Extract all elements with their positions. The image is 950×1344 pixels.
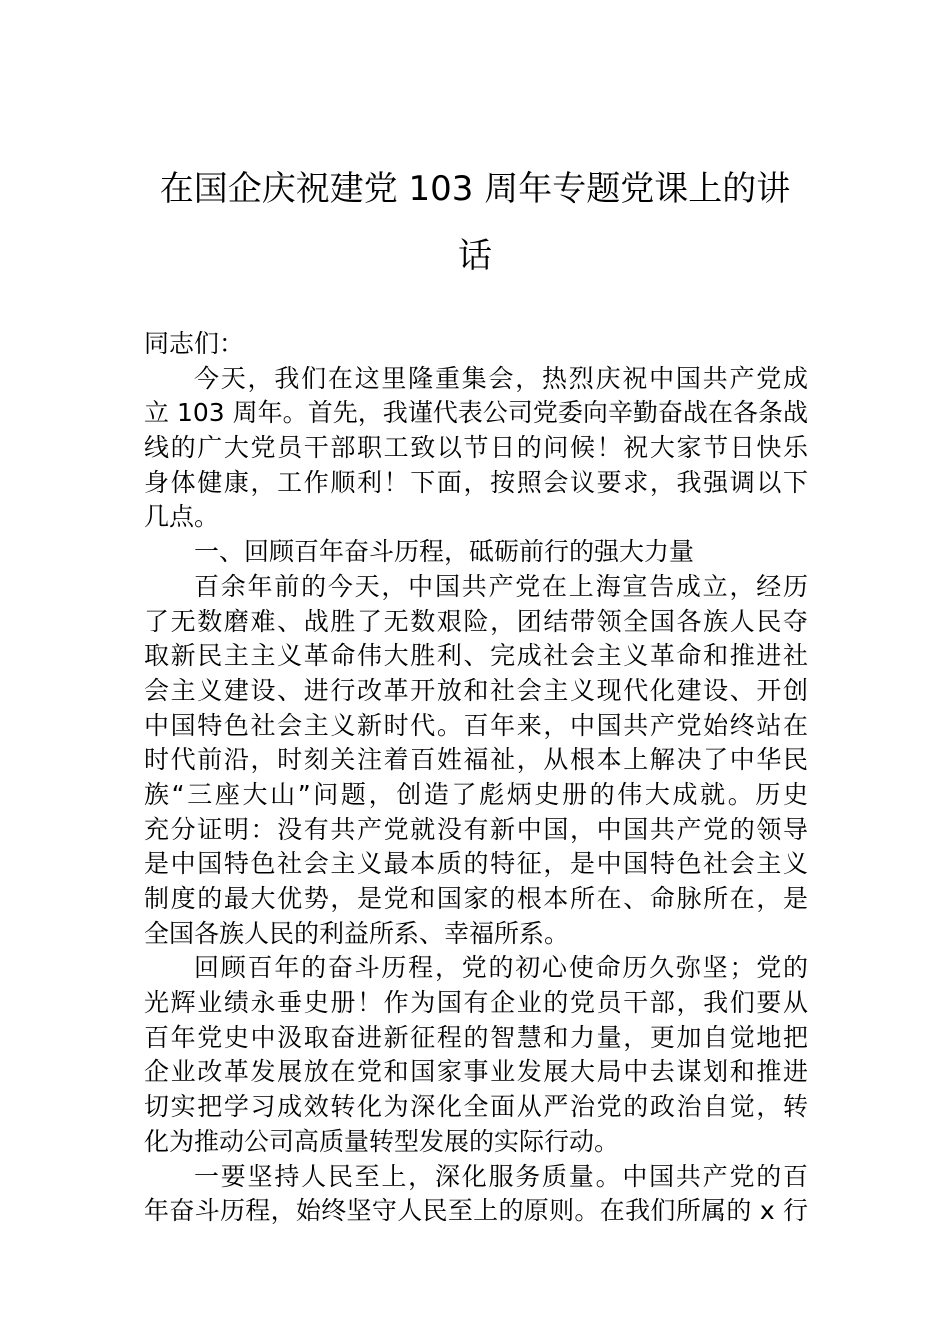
body-line: 中国特色社会主义新时代。百年来，中国共产党始终站在 (144, 710, 808, 740)
body-line: 制度的最大优势，是党和国家的根本所在、命脉所在，是 (144, 884, 808, 913)
body-line: 会主义建设、进行改革开放和社会主义现代化建设、开创 (144, 675, 808, 705)
body-line: 今天，我们在这里隆重集会，热烈庆祝中国共产党成 (194, 363, 808, 393)
body-line: 时代前沿，时刻关注着百姓福祉，从根本上解决了中华民 (144, 745, 808, 775)
body-line: 族“三座大山”问题，创造了彪炳史册的伟大成就。历史 (144, 779, 808, 809)
body-line: 取新民主主义革命伟大胜利、完成社会主义革命和推进社 (144, 641, 808, 671)
body-line: 是中国特色社会主义最本质的特征，是中国特色社会主义 (144, 849, 808, 879)
body-line: 线的广大党员干部职工致以节日的问候！祝大家节日快乐 (144, 433, 808, 463)
body-line: 立 103 周年。首先，我谨代表公司党委向辛勤奋战在各条战 (144, 398, 808, 428)
body-line: 年奋斗历程，始终坚守人民至上的原则。在我们所属的 x 行 (144, 1196, 808, 1226)
body-line: 全国各族人民的利益所系、幸福所系。 (144, 918, 570, 948)
body-line: 光辉业绩永垂史册！作为国有企业的党员干部，我们要从 (144, 988, 808, 1018)
body-line: 企业改革发展放在党和国家事业发展大局中去谋划和推进 (144, 1057, 808, 1087)
body-line: 了无数磨难、战胜了无数艰险，团结带领全国各族人民夺 (144, 606, 808, 636)
body-line: 切实把学习成效转化为深化全面从严治党的政治自觉，转 (144, 1092, 808, 1122)
document-body (144, 327, 808, 1229)
body-line: 充分证明：没有共产党就没有新中国，中国共产党的领导 (144, 814, 808, 844)
document-title-line-1: 在国企庆祝建党 103 周年专题党课上的讲 (159, 169, 791, 209)
salutation: 同志们： (144, 329, 245, 358)
body-line: 回顾百年的奋斗历程，党的初心使命历久弥坚；党的 (194, 953, 808, 983)
body-line: 化为推动公司高质量转型发展的实际行动。 (144, 1126, 620, 1156)
body-line: 身体健康，工作顺利！下面，按照会议要求，我强调以下 (144, 467, 808, 497)
body-line: 一要坚持人民至上，深化服务质量。中国共产党的百 (194, 1161, 808, 1191)
body-line: 百年党史中汲取奋进新征程的智慧和力量，更加自觉地把 (144, 1022, 808, 1052)
section-heading: 一、回顾百年奋斗历程，砥砺前行的强大力量 (194, 537, 695, 567)
body-line: 百余年前的今天，中国共产党在上海宣告成立，经历 (194, 571, 808, 601)
body-line: 几点。 (144, 502, 220, 532)
document-title-line-2: 话 (458, 236, 492, 276)
